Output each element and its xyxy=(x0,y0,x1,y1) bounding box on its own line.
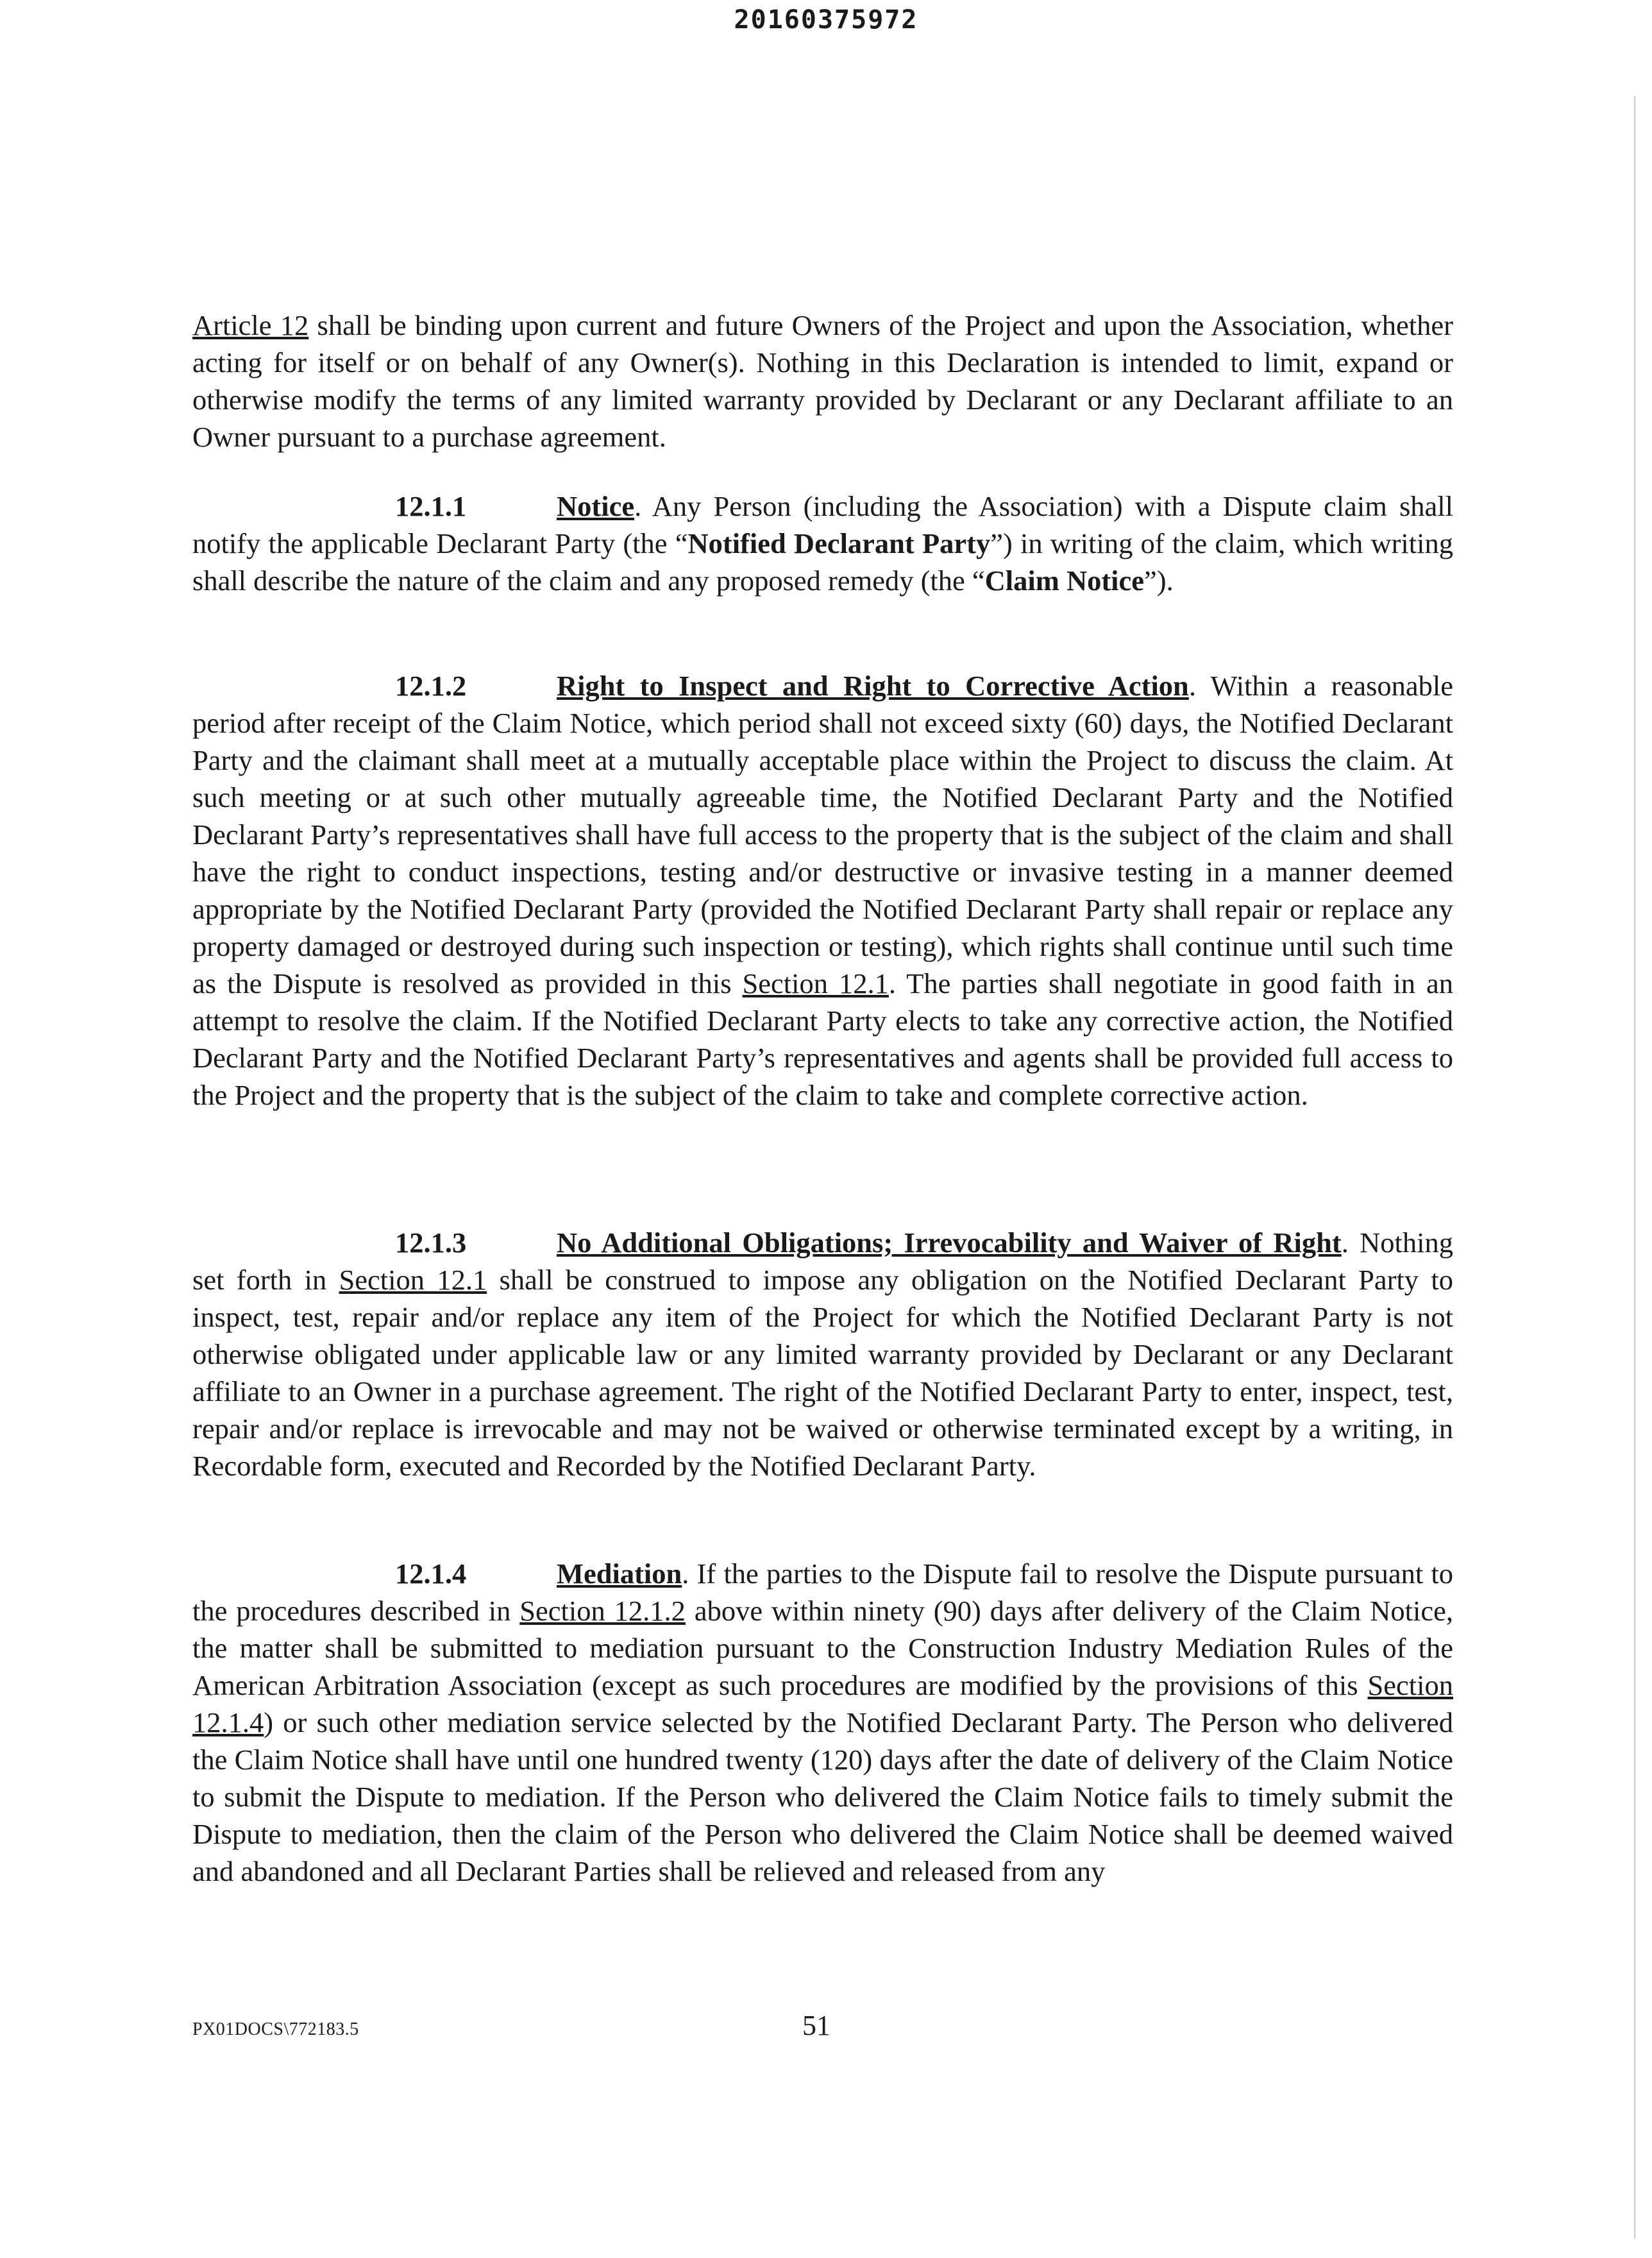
section-number: 12.1.4 xyxy=(395,1558,467,1590)
section-number: 12.1.2 xyxy=(395,670,467,702)
page-edge-rule xyxy=(1634,96,1635,2239)
section-text: ”). xyxy=(1144,564,1174,597)
document-number: 20160375972 xyxy=(734,5,918,35)
section-12-1-4 xyxy=(192,1555,1453,1890)
section-number: 12.1.3 xyxy=(395,1227,467,1259)
section-text: . Any Person (including the Association) with a Dispute claim shall notify the applicable Declarant Party (the “ xyxy=(192,490,1453,559)
defined-term: Claim Notice xyxy=(984,564,1145,597)
section-12-1-3 xyxy=(192,1224,1453,1484)
section-text: shall be construed to impose any obligation on the Notified Declarant Party to inspect, test, repair and/or replace any item of the Project for which the Notified Declarant Party is not otherwise obligated under applicable law or any limited warranty provided by Declarant or any Declarant affiliate to an Owner in a purchase agreement. The right of the Notified Declarant Party to enter, inspect, test, repair and/or replace is irrevocable and may not be waived or otherwise terminated except by a writing, in Recordable form, executed and Recorded by the Notified Declarant Party. xyxy=(192,1264,1453,1482)
page-number: 51 xyxy=(802,2010,830,2041)
footer-document-id: PX01DOCS\772183.5 xyxy=(192,2019,359,2039)
paragraph-text: shall be binding upon current and future Owners of the Project and upon the Association, whether acting for itself or on behalf of any Owner(s). Nothing in this Declaration is intended to limit, expand or otherwise modify the terms of any limited warranty provided by Declarant or any Declarant affiliate to an Owner pursuant to a purchase agreement. xyxy=(192,309,1453,453)
section-heading: Notice xyxy=(557,490,635,522)
section-text: ”) in writing of the claim, which writing shall describe the nature of the claim and any proposed remedy (the “ xyxy=(192,527,1453,597)
section-12-1-1 xyxy=(192,488,1453,599)
section-text: ) or such other mediation service selected by the Notified Declarant Party. The Person who delivered the Claim Notice shall have until one hundred twenty (120) days after the date of delivery of the Claim Notice to submit the Dispute to mediation. If the Person who delivered the Claim Notice fails to timely submit the Dispute to mediation, then the claim of the Person who delivered the Claim Notice shall be deemed waived and abandoned and all Declarant Parties shall be relieved and released from any xyxy=(192,1706,1453,1887)
section-12-1-2 xyxy=(192,667,1453,1114)
section-reference: Section 12.1 xyxy=(742,967,889,999)
section-text: above within ninety (90) days after delivery of the Claim Notice, the matter shall be submitted to mediation pursuant to the Construction Industry Mediation Rules of the American Arbitration Association (except as such procedures are modified by the provisions of this xyxy=(192,1595,1453,1701)
defined-term: Notified Declarant Party xyxy=(687,527,991,559)
section-reference: Section 12.1 xyxy=(339,1264,487,1296)
section-reference: Section 12.1.4 xyxy=(192,1669,1453,1738)
section-text: . Within a reasonable period after receipt of the Claim Notice, which period shall not exceed sixty (60) days, the Notified Declarant Party and the claimant shall meet at a mutually acceptable place within the Project to discuss the claim. At such meeting or at such other mutually agreeable time, the Notified Declarant Party and the Notified Declarant Party’s representatives shall have full access to the property that is the subject of the claim and shall have the right to conduct inspections, testing and/or destructive or invasive testing in a manner deemed appropriate by the Notified Declarant Party (provided the Notified Declarant Party shall repair or replace any property damaged or destroyed during such inspection or testing), which rights shall continue until such time as the Dispute is resolved as provided in this xyxy=(192,670,1453,999)
continuation-paragraph xyxy=(192,307,1453,455)
section-number: 12.1.1 xyxy=(395,490,467,522)
article-reference: Article 12 xyxy=(192,309,309,341)
section-heading: Right to Inspect and Right to Corrective Action xyxy=(557,670,1189,702)
section-text: . If the parties to the Dispute fail to resolve the Dispute pursuant to the procedures described in xyxy=(192,1558,1453,1627)
section-text: . Nothing set forth in xyxy=(192,1227,1453,1296)
section-heading: Mediation xyxy=(557,1558,682,1590)
section-text: . The parties shall negotiate in good faith in an attempt to resolve the claim. If the Notified Declarant Party elects to take any corrective action, the Notified Declarant Party and the Notified Declarant Party’s representatives and agents shall be provided full access to the Project and the property that is the subject of the claim to take and complete corrective action. xyxy=(192,967,1454,1111)
section-heading: No Additional Obligations; Irrevocability and Waiver of Right xyxy=(557,1227,1342,1259)
section-reference: Section 12.1.2 xyxy=(519,1595,686,1627)
